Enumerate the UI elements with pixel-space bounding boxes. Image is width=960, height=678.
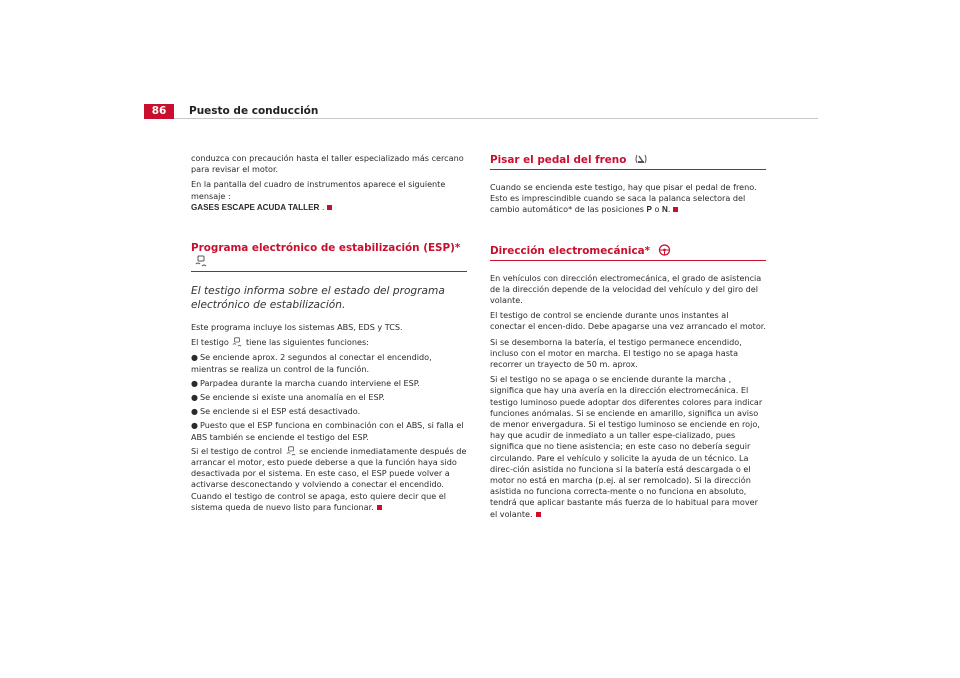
steering-paragraph-4: Si el testigo no se apaga o se enciende durante la marcha , significa que hay una avería en la dirección electromecánica. El testigo luminoso puede adoptar dos diferentes colores para indicar funciones anómalas. Si se enciende en amarillo, significa un aviso de menor envergadura. Si el testigo luminoso se enciende en rojo, hay que acudir de inmediato a un taller espe-cializado, pues significa que no tiene asistencia; en este caso no debería seguir circulando. Pare el vehículo y solicite la ayuda de un técnico. La direc-ción asistida no funciona si la batería está descargada o el motor no está en marcha (p.ej. al ser remolcado). Si la dirección asistida no funciona correcta-mente o no funciona en absoluto, tendrá que aplicar bastante más fuerza de lo habitual para mover el volante. bbox=[490, 374, 763, 519]
esp-lead: El testigo informa sobre el estado del programa electrónico de estabilización. bbox=[191, 285, 445, 312]
brake-heading: Pisar el pedal del freno bbox=[490, 153, 766, 170]
list-item: ● Parpadea durante la marcha cuando interviene el ESP. bbox=[191, 377, 420, 388]
esp-systems: Este programa incluye los sistemas ABS, EDS y TCS. bbox=[191, 322, 403, 333]
esp-functions-intro: El testigo tiene las siguientes funciones: bbox=[191, 337, 369, 348]
message-paragraph: En la pantalla del cuadro de instrumentos aparece el siguiente mensaje : GASES ESCAPE ACUDA TALLER . bbox=[191, 179, 446, 212]
steering-paragraph-2: El testigo de control se enciende durante unos instantes al conectar el encen-dido. Debe apagarse una vez arrancado el motor. bbox=[490, 310, 766, 332]
steering-paragraph-1: En vehículos con dirección electromecánica, el grado de asistencia de la dirección depende de la velocidad del vehículo y del giro del volante. bbox=[490, 272, 762, 306]
steering-heading: Dirección electromecánica* bbox=[490, 244, 766, 261]
brake-pedal-icon bbox=[634, 153, 648, 165]
end-of-section-icon bbox=[377, 505, 382, 510]
brake-paragraph: Cuando se encienda este testigo, hay que pisar el pedal de freno. Esto es imprescindible cuando se saca la palanca selectora del cambio automático* de las posiciones P o N. bbox=[490, 182, 757, 215]
esp-heading: Programa electrónico de estabilización (ESP)* bbox=[191, 241, 467, 272]
end-of-section-icon bbox=[327, 205, 332, 210]
header-rule bbox=[174, 118, 818, 119]
steering-paragraph-3: Si se desemborna la batería, el testigo permanece encendido, incluso con el motor en marcha. El testigo no se apaga hasta recorrer un trayecto de 50 m. aprox. bbox=[490, 336, 742, 370]
esp-car-skid-icon bbox=[286, 446, 296, 456]
end-of-section-icon bbox=[536, 512, 541, 517]
steering-wheel-warning-icon bbox=[658, 244, 671, 256]
intro-paragraph: conduzca con precaución hasta el taller especializado más cercano para revisar el motor. bbox=[191, 153, 464, 175]
list-item: ● Se enciende aprox. 2 segundos al conectar el encendido, mientras se realiza un control de la función. bbox=[191, 352, 432, 374]
chapter-title: Puesto de conducción bbox=[189, 105, 319, 117]
esp-car-skid-icon bbox=[195, 255, 207, 267]
page-number: 86 bbox=[144, 104, 174, 119]
end-of-section-icon bbox=[673, 207, 678, 212]
list-item: ● Puesto que el ESP funciona en combinación con el ABS, si falla el ABS también se enciende el testigo del ESP. bbox=[191, 420, 464, 442]
list-item: ● Se enciende si existe una anomalía en el ESP. bbox=[191, 392, 385, 403]
list-item: ● Se enciende si el ESP está desactivado. bbox=[191, 406, 361, 417]
display-message: GASES ESCAPE ACUDA TALLER bbox=[191, 202, 320, 212]
left-column bbox=[191, 153, 467, 517]
page-header bbox=[144, 104, 818, 119]
right-column bbox=[490, 153, 766, 524]
esp-car-skid-icon bbox=[232, 337, 242, 347]
esp-activation-paragraph: Si el testigo de control se enciende inmediatamente después de arrancar el motor, esto puede deberse a que la función haya sido desactivada por el sistema. En este caso, el ESP puede volver a activarse desconectando y volviendo a conectar el encendido. Cuando el testigo de control se apaga, esto quiere decir que el sistema queda de nuevo listo para funcionar. bbox=[191, 445, 467, 512]
